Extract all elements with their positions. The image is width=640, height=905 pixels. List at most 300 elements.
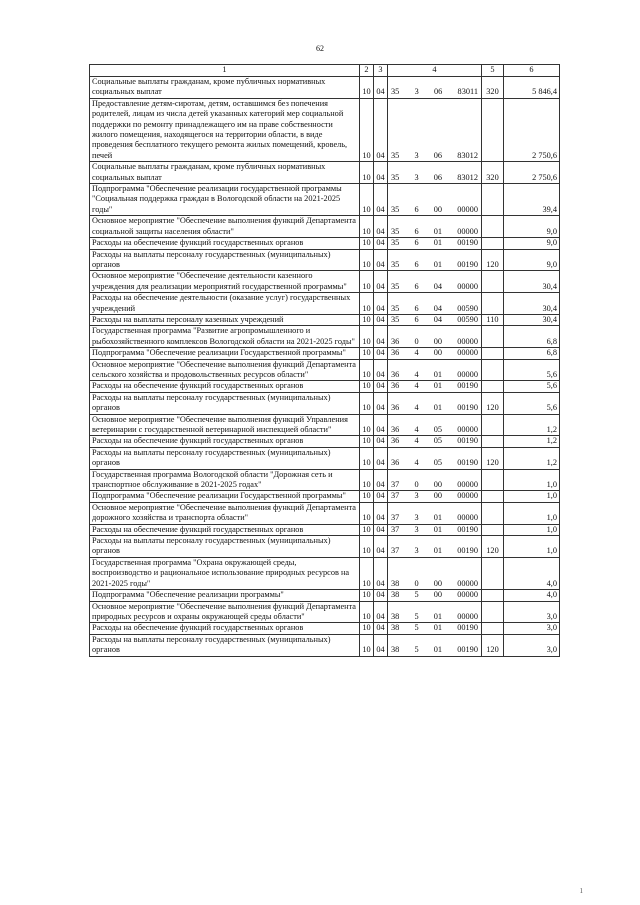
expense-type-cell bbox=[482, 491, 504, 502]
target-article-part: 38 bbox=[391, 578, 400, 588]
row-name-cell: Основное мероприятие "Обеспечение выполнения функций Управления ветеринарии с государственной ветеринарной инспекцией области" bbox=[90, 414, 360, 436]
section-code-cell: 10 bbox=[360, 238, 374, 249]
target-article-part: 4 bbox=[414, 436, 419, 446]
subsection-code-cell: 04 bbox=[374, 216, 388, 238]
row-name-cell: Расходы на обеспечение функций государственных органов bbox=[90, 238, 360, 249]
subsection-code-cell: 04 bbox=[374, 623, 388, 634]
target-article-cell bbox=[388, 98, 482, 161]
target-article-part: 05 bbox=[433, 458, 443, 468]
subsection-code-cell: 04 bbox=[374, 98, 388, 161]
target-article-part: 0 bbox=[414, 336, 419, 346]
target-article-part: 00000 bbox=[457, 336, 478, 346]
section-code-cell: 10 bbox=[360, 469, 374, 491]
target-article-part: 01 bbox=[433, 381, 443, 391]
subsection-code-cell: 04 bbox=[374, 184, 388, 216]
target-article-part: 00000 bbox=[457, 204, 478, 214]
row-name-cell: Расходы на обеспечение функций государственных органов bbox=[90, 524, 360, 535]
row-name-cell: Подпрограмма "Обеспечение реализации государственной программы "Социальная поддержка граждан в Вологодской области на 2021-2025 годы" bbox=[90, 184, 360, 216]
expense-type-cell: 120 bbox=[482, 392, 504, 414]
target-article-part: 4 bbox=[414, 369, 419, 379]
target-article-cell bbox=[388, 601, 482, 623]
subsection-code-cell: 04 bbox=[374, 238, 388, 249]
target-article-part: 37 bbox=[391, 546, 400, 556]
section-code-cell: 10 bbox=[360, 381, 374, 392]
table-row bbox=[90, 271, 560, 293]
table-row bbox=[90, 491, 560, 502]
target-article-part: 04 bbox=[433, 314, 443, 324]
target-article-part: 6 bbox=[414, 281, 419, 291]
target-article-part: 01 bbox=[433, 611, 443, 621]
target-article-part: 06 bbox=[433, 87, 443, 97]
table-row bbox=[90, 184, 560, 216]
subsection-code-cell: 04 bbox=[374, 469, 388, 491]
amount-cell: 1,0 bbox=[504, 536, 560, 558]
table-row bbox=[90, 77, 560, 99]
header-cell: 5 bbox=[482, 65, 504, 77]
target-article-part: 37 bbox=[391, 513, 400, 523]
expense-type-cell bbox=[482, 359, 504, 381]
header-cell: 6 bbox=[504, 65, 560, 77]
header-cell: 3 bbox=[374, 65, 388, 77]
expense-type-cell bbox=[482, 601, 504, 623]
subsection-code-cell: 04 bbox=[374, 314, 388, 325]
section-code-cell: 10 bbox=[360, 326, 374, 348]
target-article-part: 01 bbox=[433, 238, 443, 248]
target-article-part: 00 bbox=[433, 491, 443, 501]
target-article-part: 35 bbox=[391, 303, 400, 313]
subsection-code-cell: 04 bbox=[374, 414, 388, 436]
amount-cell: 30,4 bbox=[504, 293, 560, 315]
target-article-part: 35 bbox=[391, 150, 400, 160]
target-article-part: 36 bbox=[391, 425, 400, 434]
target-article-part: 6 bbox=[414, 238, 419, 248]
target-article-cell bbox=[388, 249, 482, 271]
target-article-cell bbox=[388, 392, 482, 414]
target-article-part: 6 bbox=[414, 259, 419, 269]
target-article-part: 3 bbox=[414, 491, 419, 501]
target-article-cell bbox=[388, 557, 482, 589]
target-article-cell bbox=[388, 326, 482, 348]
target-article-part: 00000 bbox=[457, 513, 478, 523]
section-code-cell: 10 bbox=[360, 590, 374, 601]
target-article-part: 05 bbox=[433, 425, 443, 434]
section-code-cell: 10 bbox=[360, 392, 374, 414]
target-article-part: 83011 bbox=[457, 87, 478, 97]
row-name-cell: Предоставление детям-сиротам, детям, оставшимся без попечения родителей, лицам из числа детей указанных категорий мер социальной поддержки по ремонту принадлежащего им на праве собственности жилого помещения, находящегося на территории области, в виде проведения бесплатного текущего ремонта жилых помещений, кровель, печей bbox=[90, 98, 360, 161]
amount-cell: 1,0 bbox=[504, 491, 560, 502]
section-code-cell: 10 bbox=[360, 77, 374, 99]
target-article-part: 36 bbox=[391, 336, 400, 346]
subsection-code-cell: 04 bbox=[374, 249, 388, 271]
section-code-cell: 10 bbox=[360, 162, 374, 184]
target-article-part: 00190 bbox=[457, 645, 478, 655]
table-row bbox=[90, 348, 560, 359]
target-article-part: 5 bbox=[414, 611, 419, 621]
section-code-cell: 10 bbox=[360, 348, 374, 359]
target-article-part: 37 bbox=[391, 524, 400, 534]
amount-cell: 4,0 bbox=[504, 557, 560, 589]
amount-cell: 5,6 bbox=[504, 359, 560, 381]
row-name-cell: Государственная программа Вологодской области "Дорожная сеть и транспортное обслуживание в 2021-2025 годах" bbox=[90, 469, 360, 491]
section-code-cell: 10 bbox=[360, 634, 374, 656]
amount-cell: 1,2 bbox=[504, 436, 560, 447]
amount-cell: 30,4 bbox=[504, 314, 560, 325]
target-article-part: 01 bbox=[433, 226, 443, 236]
row-name-cell: Расходы на обеспечение деятельности (оказание услуг) государственных учреждений bbox=[90, 293, 360, 315]
target-article-part: 35 bbox=[391, 259, 400, 269]
section-code-cell: 10 bbox=[360, 314, 374, 325]
header-cell: 4 bbox=[388, 65, 482, 77]
target-article-cell bbox=[388, 414, 482, 436]
target-article-cell bbox=[388, 536, 482, 558]
target-article-part: 35 bbox=[391, 226, 400, 236]
row-name-cell: Подпрограмма "Обеспечение реализации Государственной программы" bbox=[90, 348, 360, 359]
expense-type-cell bbox=[482, 623, 504, 634]
section-code-cell: 10 bbox=[360, 184, 374, 216]
target-article-cell bbox=[388, 293, 482, 315]
row-name-cell: Социальные выплаты гражданам, кроме публичных нормативных социальных выплат bbox=[90, 77, 360, 99]
target-article-part: 00 bbox=[433, 348, 443, 358]
section-code-cell: 10 bbox=[360, 249, 374, 271]
target-article-part: 3 bbox=[414, 546, 419, 556]
expense-type-cell bbox=[482, 414, 504, 436]
target-article-cell bbox=[388, 162, 482, 184]
row-name-cell: Основное мероприятие "Обеспечение выполнения функций Департамента социальной защиты населения области" bbox=[90, 216, 360, 238]
table-row bbox=[90, 162, 560, 184]
row-name-cell: Основное мероприятие "Обеспечение деятельности казенного учреждения для реализации мероприятий государственной программы" bbox=[90, 271, 360, 293]
amount-cell: 5,6 bbox=[504, 381, 560, 392]
target-article-part: 37 bbox=[391, 491, 400, 501]
row-name-cell: Расходы на выплаты персоналу государственных (муниципальных) органов bbox=[90, 392, 360, 414]
amount-cell: 1,0 bbox=[504, 469, 560, 491]
table-row bbox=[90, 326, 560, 348]
target-article-cell bbox=[388, 314, 482, 325]
target-article-part: 36 bbox=[391, 403, 400, 413]
section-code-cell: 10 bbox=[360, 436, 374, 447]
amount-cell: 2 750,6 bbox=[504, 162, 560, 184]
section-code-cell: 10 bbox=[360, 293, 374, 315]
subsection-code-cell: 04 bbox=[374, 436, 388, 447]
row-name-cell: Государственная программа "Охрана окружающей среды, воспроизводство и рациональное использование природных ресурсов на 2021-2025 годы" bbox=[90, 557, 360, 589]
target-article-part: 35 bbox=[391, 281, 400, 291]
target-article-part: 36 bbox=[391, 458, 400, 468]
section-code-cell: 10 bbox=[360, 502, 374, 524]
target-article-part: 00000 bbox=[457, 491, 478, 501]
target-article-part: 00000 bbox=[457, 281, 478, 291]
target-article-cell bbox=[388, 238, 482, 249]
table-row bbox=[90, 98, 560, 161]
subsection-code-cell: 04 bbox=[374, 326, 388, 348]
expense-type-cell bbox=[482, 469, 504, 491]
target-article-cell bbox=[388, 502, 482, 524]
target-article-part: 35 bbox=[391, 172, 400, 182]
table-row bbox=[90, 590, 560, 601]
target-article-part: 3 bbox=[414, 524, 419, 534]
target-article-part: 00000 bbox=[457, 611, 478, 621]
amount-cell: 3,0 bbox=[504, 634, 560, 656]
table-row bbox=[90, 634, 560, 656]
expense-type-cell bbox=[482, 436, 504, 447]
expense-type-cell: 320 bbox=[482, 77, 504, 99]
target-article-part: 01 bbox=[433, 546, 443, 556]
subsection-code-cell: 04 bbox=[374, 601, 388, 623]
target-article-part: 3 bbox=[414, 150, 419, 160]
target-article-part: 00000 bbox=[457, 578, 478, 588]
row-name-cell: Основное мероприятие "Обеспечение выполнения функций Департамента дорожного хозяйства и транспорта области" bbox=[90, 502, 360, 524]
expense-type-cell bbox=[482, 184, 504, 216]
target-article-part: 01 bbox=[433, 259, 443, 269]
target-article-part: 38 bbox=[391, 623, 400, 633]
amount-cell: 6,8 bbox=[504, 326, 560, 348]
target-article-part: 38 bbox=[391, 645, 400, 655]
target-article-part: 83012 bbox=[457, 150, 478, 160]
subsection-code-cell: 04 bbox=[374, 162, 388, 184]
target-article-cell bbox=[388, 381, 482, 392]
subsection-code-cell: 04 bbox=[374, 447, 388, 469]
target-article-part: 36 bbox=[391, 381, 400, 391]
subsection-code-cell: 04 bbox=[374, 557, 388, 589]
target-article-part: 00190 bbox=[457, 458, 478, 468]
target-article-part: 04 bbox=[433, 281, 443, 291]
subsection-code-cell: 04 bbox=[374, 392, 388, 414]
amount-cell: 1,0 bbox=[504, 524, 560, 535]
expense-type-cell bbox=[482, 381, 504, 392]
target-article-part: 00190 bbox=[457, 436, 478, 446]
section-code-cell: 10 bbox=[360, 271, 374, 293]
target-article-part: 37 bbox=[391, 480, 400, 490]
target-article-part: 00 bbox=[433, 590, 443, 600]
row-name-cell: Расходы на выплаты персоналу казенных учреждений bbox=[90, 314, 360, 325]
target-article-part: 00000 bbox=[457, 369, 478, 379]
amount-cell: 9,0 bbox=[504, 249, 560, 271]
subsection-code-cell: 04 bbox=[374, 590, 388, 601]
amount-cell: 39,4 bbox=[504, 184, 560, 216]
target-article-part: 5 bbox=[414, 590, 419, 600]
target-article-part: 5 bbox=[414, 645, 419, 655]
target-article-part: 00 bbox=[433, 480, 443, 490]
row-name-cell: Государственная программа "Развитие агропромышленного и рыбохозяйственного комплексов Вологодской области на 2021-2025 годы" bbox=[90, 326, 360, 348]
expense-type-cell: 120 bbox=[482, 249, 504, 271]
subsection-code-cell: 04 bbox=[374, 524, 388, 535]
target-article-part: 00590 bbox=[457, 303, 478, 313]
target-article-part: 01 bbox=[433, 524, 443, 534]
amount-cell: 9,0 bbox=[504, 216, 560, 238]
expense-type-cell bbox=[482, 293, 504, 315]
page-number: 62 bbox=[316, 44, 324, 53]
amount-cell: 1,2 bbox=[504, 447, 560, 469]
row-name-cell: Расходы на выплаты персоналу государственных (муниципальных) органов bbox=[90, 634, 360, 656]
target-article-part: 36 bbox=[391, 348, 400, 358]
target-article-cell bbox=[388, 359, 482, 381]
row-name-cell: Расходы на выплаты персоналу государственных (муниципальных) органов bbox=[90, 536, 360, 558]
subsection-code-cell: 04 bbox=[374, 348, 388, 359]
header-cell: 2 bbox=[360, 65, 374, 77]
row-name-cell: Расходы на обеспечение функций государственных органов bbox=[90, 623, 360, 634]
row-name-cell: Основное мероприятие "Обеспечение выполнения функций Департамента природных ресурсов и охраны окружающей среды области" bbox=[90, 601, 360, 623]
expense-type-cell: 120 bbox=[482, 447, 504, 469]
target-article-part: 4 bbox=[414, 403, 419, 413]
target-article-part: 3 bbox=[414, 513, 419, 523]
amount-cell: 9,0 bbox=[504, 238, 560, 249]
target-article-part: 00000 bbox=[457, 480, 478, 490]
target-article-part: 4 bbox=[414, 381, 419, 391]
amount-cell: 5 846,4 bbox=[504, 77, 560, 99]
amount-cell: 2 750,6 bbox=[504, 98, 560, 161]
section-code-cell: 10 bbox=[360, 536, 374, 558]
table-row bbox=[90, 601, 560, 623]
subsection-code-cell: 04 bbox=[374, 293, 388, 315]
target-article-cell bbox=[388, 184, 482, 216]
target-article-part: 83012 bbox=[457, 172, 478, 182]
expense-type-cell bbox=[482, 502, 504, 524]
target-article-part: 35 bbox=[391, 204, 400, 214]
amount-cell: 3,0 bbox=[504, 623, 560, 634]
target-article-cell bbox=[388, 469, 482, 491]
amount-cell: 3,0 bbox=[504, 601, 560, 623]
table-row bbox=[90, 381, 560, 392]
subsection-code-cell: 04 bbox=[374, 502, 388, 524]
amount-cell: 6,8 bbox=[504, 348, 560, 359]
target-article-cell bbox=[388, 77, 482, 99]
expense-type-cell bbox=[482, 238, 504, 249]
target-article-part: 3 bbox=[414, 87, 419, 97]
target-article-cell bbox=[388, 216, 482, 238]
amount-cell: 1,2 bbox=[504, 414, 560, 436]
target-article-part: 00190 bbox=[457, 381, 478, 391]
target-article-part: 00000 bbox=[457, 425, 478, 434]
row-name-cell: Расходы на обеспечение функций государственных органов bbox=[90, 381, 360, 392]
table-row bbox=[90, 314, 560, 325]
target-article-part: 06 bbox=[433, 150, 443, 160]
target-article-part: 0 bbox=[414, 480, 419, 490]
target-article-part: 35 bbox=[391, 238, 400, 248]
table-row bbox=[90, 359, 560, 381]
expense-type-cell bbox=[482, 216, 504, 238]
target-article-part: 01 bbox=[433, 513, 443, 523]
expense-type-cell bbox=[482, 524, 504, 535]
table-row bbox=[90, 392, 560, 414]
row-name-cell: Расходы на выплаты персоналу государственных (муниципальных) органов bbox=[90, 447, 360, 469]
target-article-part: 01 bbox=[433, 645, 443, 655]
target-article-cell bbox=[388, 623, 482, 634]
target-article-cell bbox=[388, 524, 482, 535]
target-article-part: 01 bbox=[433, 623, 443, 633]
target-article-part: 4 bbox=[414, 425, 419, 434]
table-row bbox=[90, 623, 560, 634]
table-row bbox=[90, 557, 560, 589]
table-row bbox=[90, 238, 560, 249]
table-row bbox=[90, 216, 560, 238]
subsection-code-cell: 04 bbox=[374, 536, 388, 558]
target-article-part: 38 bbox=[391, 611, 400, 621]
target-article-cell bbox=[388, 590, 482, 601]
row-name-cell: Подпрограмма "Обеспечение реализации программы" bbox=[90, 590, 360, 601]
expense-type-cell: 120 bbox=[482, 536, 504, 558]
target-article-part: 00190 bbox=[457, 524, 478, 534]
target-article-part: 00000 bbox=[457, 590, 478, 600]
table-row bbox=[90, 414, 560, 436]
target-article-part: 04 bbox=[433, 303, 443, 313]
target-article-part: 4 bbox=[414, 348, 419, 358]
target-article-part: 0 bbox=[414, 578, 419, 588]
table-row bbox=[90, 536, 560, 558]
table-row bbox=[90, 293, 560, 315]
expense-type-cell bbox=[482, 326, 504, 348]
budget-table bbox=[89, 64, 560, 657]
target-article-part: 6 bbox=[414, 314, 419, 324]
subsection-code-cell: 04 bbox=[374, 491, 388, 502]
row-name-cell: Основное мероприятие "Обеспечение выполнения функций Департамента сельского хозяйства и продовольственных ресурсов области" bbox=[90, 359, 360, 381]
expense-type-cell: 120 bbox=[482, 634, 504, 656]
table-row bbox=[90, 447, 560, 469]
target-article-part: 06 bbox=[433, 172, 443, 182]
target-article-cell bbox=[388, 271, 482, 293]
expense-type-cell bbox=[482, 590, 504, 601]
table-row bbox=[90, 436, 560, 447]
section-code-cell: 10 bbox=[360, 447, 374, 469]
target-article-part: 00190 bbox=[457, 546, 478, 556]
target-article-cell bbox=[388, 491, 482, 502]
target-article-part: 00190 bbox=[457, 403, 478, 413]
target-article-part: 36 bbox=[391, 369, 400, 379]
target-article-cell bbox=[388, 348, 482, 359]
expense-type-cell: 110 bbox=[482, 314, 504, 325]
section-code-cell: 10 bbox=[360, 601, 374, 623]
subsection-code-cell: 04 bbox=[374, 77, 388, 99]
table-row bbox=[90, 502, 560, 524]
subsection-code-cell: 04 bbox=[374, 271, 388, 293]
section-code-cell: 10 bbox=[360, 557, 374, 589]
target-article-part: 6 bbox=[414, 204, 419, 214]
target-article-part: 00 bbox=[433, 204, 443, 214]
table-header-row bbox=[90, 65, 560, 77]
expense-type-cell bbox=[482, 98, 504, 161]
amount-cell: 5,6 bbox=[504, 392, 560, 414]
target-article-part: 36 bbox=[391, 436, 400, 446]
amount-cell: 1,0 bbox=[504, 502, 560, 524]
row-name-cell: Социальные выплаты гражданам, кроме публичных нормативных социальных выплат bbox=[90, 162, 360, 184]
target-article-part: 01 bbox=[433, 403, 443, 413]
header-cell: 1 bbox=[90, 65, 360, 77]
target-article-part: 00000 bbox=[457, 348, 478, 358]
footer-mark: 1 bbox=[579, 887, 585, 895]
target-article-part: 38 bbox=[391, 590, 400, 600]
target-article-cell bbox=[388, 436, 482, 447]
target-article-part: 5 bbox=[414, 623, 419, 633]
subsection-code-cell: 04 bbox=[374, 359, 388, 381]
target-article-part: 00 bbox=[433, 336, 443, 346]
row-name-cell: Расходы на выплаты персоналу государственных (муниципальных) органов bbox=[90, 249, 360, 271]
amount-cell: 30,4 bbox=[504, 271, 560, 293]
section-code-cell: 10 bbox=[360, 524, 374, 535]
target-article-part: 35 bbox=[391, 314, 400, 324]
target-article-part: 00190 bbox=[457, 238, 478, 248]
row-name-cell: Расходы на обеспечение функций государственных органов bbox=[90, 436, 360, 447]
subsection-code-cell: 04 bbox=[374, 634, 388, 656]
target-article-cell bbox=[388, 634, 482, 656]
section-code-cell: 10 bbox=[360, 414, 374, 436]
target-article-part: 3 bbox=[414, 172, 419, 182]
table-row bbox=[90, 469, 560, 491]
target-article-part: 4 bbox=[414, 458, 419, 468]
section-code-cell: 10 bbox=[360, 359, 374, 381]
target-article-cell bbox=[388, 447, 482, 469]
table-row bbox=[90, 524, 560, 535]
expense-type-cell bbox=[482, 348, 504, 359]
target-article-part: 00590 bbox=[457, 314, 478, 324]
subsection-code-cell: 04 bbox=[374, 381, 388, 392]
expense-type-cell bbox=[482, 271, 504, 293]
